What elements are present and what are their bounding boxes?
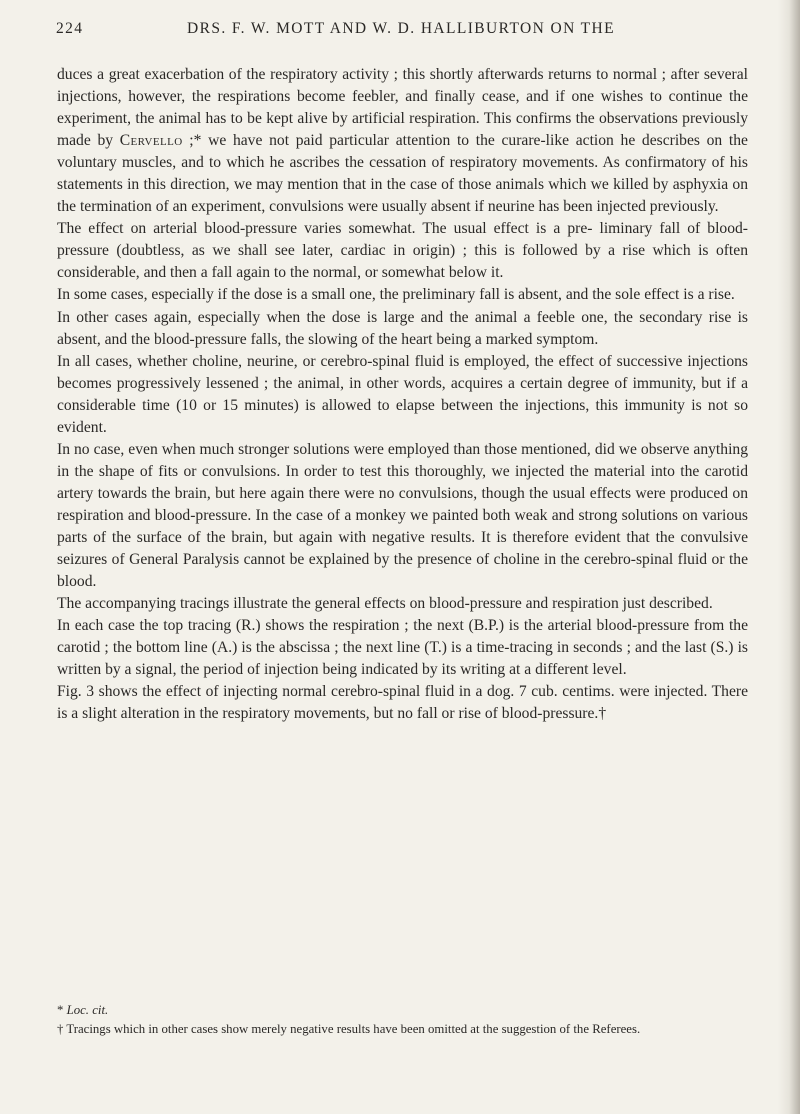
paragraph-7: The accompanying tracings illustrate the general effects on blood-pressure and respiration just described.: [57, 595, 713, 613]
paragraph-9: Fig. 3 shows the effect of injecting normal cerebro-spinal fluid in a dog. 7 cub. centims. were injected. There is a slight alteration in the respiratory movements, but no fall or rise of blood-pressure.†: [57, 683, 748, 723]
footnote-1-mark: *: [57, 1003, 67, 1017]
running-title: DRS. F. W. MOTT AND W. D. HALLIBURTON ON THE: [186, 20, 616, 37]
paragraph-3: In some cases, especially if the dose is a small one, the preliminary fall is absent, and the sole effect is a rise.: [57, 286, 735, 304]
paragraph-4: In other cases again, especially when the dose is large and the animal a feeble one, the secondary rise is absent, and the blood-pressure falls, the slowing of the heart being a marked symptom.: [57, 308, 748, 348]
footnote-2: † Tracings which in other cases show merely negative results have been omitted at the suggestion of the Referees.: [57, 1022, 641, 1036]
footnote-1-text: Loc. cit.: [66, 1003, 109, 1017]
paragraph-1: [57, 64, 748, 218]
paragraph-1-part-b: ;* we have not paid particular attention to the curare-like action he describes on the voluntary muscles, and to which he ascribes the cessation of respiratory movements. As confirmatory of his statements in this direction, we may mention that in the case of those animals which we killed by asphyxia on the termination of an experiment, convulsions were usually absent if neurine has been injected previously.: [57, 132, 748, 216]
running-header: [56, 14, 746, 42]
paragraph-8: In each case the top tracing (R.) shows the respiration ; the next (B.P.) is the arterial blood-pressure from the carotid ; the bottom line (A.) is the abscissa ; the next line (T.) is a time-tracing in seconds ; and the last (S.) is written by a signal, the period of injection being indicated by its writing at a different level.: [57, 617, 748, 679]
paragraph-2: The effect on arterial blood-pressure varies somewhat. The usual effect is a pre- liminary fall of blood-pressure (doubtless, as we shall see later, cardiac in origin) ; this is followed by a rise which is often considerable, and then a fall again to the normal, or somewhat below it.: [57, 220, 748, 282]
footnotes: [57, 1001, 748, 1039]
body-text: [57, 64, 748, 725]
paragraph-5: In all cases, whether choline, neurine, or cerebro-spinal fluid is employed, the effect of successive injections becomes progressively lessened ; the animal, in other words, acquires a certain degree of immunity, but if a considerable time (10 or 15 minutes) is allowed to elapse between the injections, this immunity is not so evident.: [57, 352, 748, 436]
author-name-cervello: Cervello: [119, 132, 183, 150]
footnote-1: [57, 1001, 748, 1020]
paragraph-6: In no case, even when much stronger solutions were employed than those mentioned, did we observe anything in the shape of fits or convulsions. In order to test this thoroughly, we injected the material into the carotid artery towards the brain, but here again there were no convulsions, though the usual effects were produced on respiration and blood-pressure. In the case of a monkey we painted both weak and strong solutions on various parts of the surface of the brain, but again with negative results. It is therefore evident that the convulsive seizures of General Paralysis cannot be explained by the presence of choline in the cerebro-spinal fluid or the blood.: [57, 440, 748, 591]
paragraph-1-part-a: duces a great exacerbation of the respiratory activity ; this shortly afterwards returns to normal ; after several injections, however, the respirations become feebler, and finally cease, and if one wishes to continue the experiment, the animal has to be kept alive by artificial respiration. This confirms the observations previously made by: [57, 66, 748, 150]
page-edge-shadow: [778, 0, 800, 1114]
page-number: 224: [56, 20, 84, 37]
